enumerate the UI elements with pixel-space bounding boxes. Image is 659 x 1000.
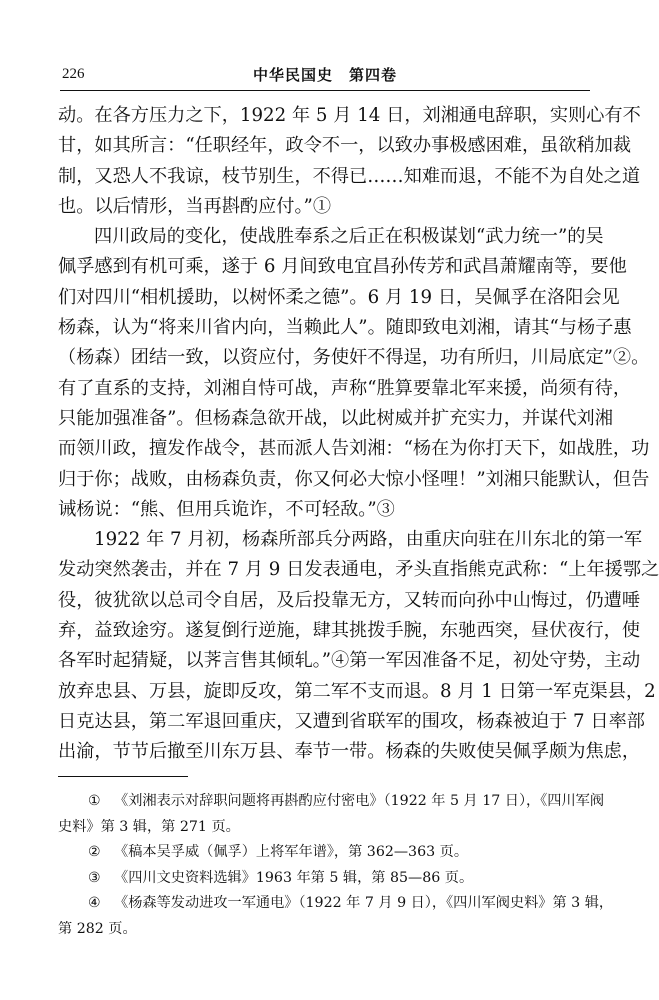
body-line: 出渝，节节后撤至川东万县、奉节一带。杨森的失败使吴佩孚颇为焦虑， <box>58 741 641 763</box>
footnote-text: 《稿本吴孚威（佩孚）上将军年谱》，第 362—363 页。 <box>114 844 469 860</box>
body-line: 诫杨说：“熊、但用兵诡诈，不可轻敌。”③ <box>58 498 395 520</box>
body-line: 四川政局的变化，使战胜奉系之后正在积极谋划“武力统一”的吴 <box>94 226 604 248</box>
footnote-4 <box>58 891 614 917</box>
body-line: 役，彼犹欲以总司令自居，及后投靠无方，又转而向孙中山悔过，仍遭唾 <box>58 589 641 611</box>
body-line: （杨森）团结一致，以资应付，务使奸不得逞，功有所归，川局底定”②。 <box>58 347 650 369</box>
body-line: 杨森，认为“将来川省内向，当赖此人”。随即致电刘湘，请其“与杨子惠 <box>58 317 632 339</box>
footnote-1 <box>58 789 605 815</box>
body-line: 们对四川“相机援助，以树怀柔之德”。6 月 19 日，吴佩孚在洛阳会见 <box>58 286 620 308</box>
body-line: 弃，益致途穷。遂复倒行逆施，肆其挑拨手腕，东驰西突，昼伏夜行，使 <box>58 620 641 642</box>
body-text <box>58 101 659 768</box>
footnote-1-continued: 史料》第 3 辑，第 271 页。 <box>58 818 240 835</box>
body-line: 动。在各方压力之下，1922 年 5 月 14 日，刘湘通电辞职，实则心有不 <box>58 105 641 126</box>
body-line: 甘，如其所言：“任职经年，政令不一，以致办事极感困难，虽欲稍加裁 <box>58 135 632 157</box>
body-line: 放弃忠县、万县，旋即反攻，第二军不支而退。8 月 1 日第一军克渠县，2 <box>58 680 656 702</box>
footnote-4-continued: 第 282 页。 <box>58 920 137 937</box>
running-title: 中华民国史 第四卷 <box>252 66 397 84</box>
footnote-marker: ① <box>88 793 101 809</box>
body-line: 佩孚感到有机可乘，遂于 6 月间致电宜昌孙传芳和武昌萧耀南等，要他 <box>58 256 627 278</box>
body-line: 只能加强准备”。但杨森急欲开战，以此树威并扩充实力，并谋代刘湘 <box>58 407 613 429</box>
footnote-2 <box>58 840 594 866</box>
footnote-divider <box>58 776 188 777</box>
body-line: 而领川政，擅发作战令，甚而派人告刘湘：“杨在为你打天下，如战胜，功 <box>58 438 650 460</box>
page-header <box>60 64 590 91</box>
footnotes <box>58 789 614 942</box>
footnote-text: 《杨森等发动进攻一军通电》（1922 年 7 月 9 日），《四川军阀史料》第 3 辑， <box>114 895 614 911</box>
footnote-marker: ② <box>88 844 101 860</box>
footnote-text: 《刘湘表示对辞职问题将再斟酌应付密电》（1922 年 5 月 17 日），《四川军阀 <box>114 793 605 809</box>
footnote-3 <box>58 866 594 892</box>
body-line: 归于你；战败，由杨森负责，你又何必大惊小怪哩！”刘湘只能默认，但告 <box>58 468 650 490</box>
footnote-marker: ③ <box>88 869 101 886</box>
page-number: 226 <box>62 66 85 82</box>
body-line: 日克达县，第二军退回重庆，又遭到省联军的围攻，杨森被迫于 7 日率部 <box>58 710 645 732</box>
footnote-text: 《四川文史资料选辑》1963 年第 5 辑，第 85—86 页。 <box>114 869 474 886</box>
body-line: 有了直系的支持，刘湘自恃可战，声称“胜算要靠北军来援，尚须有待， <box>58 377 632 399</box>
body-line: 也。以后情形，当再斟酌应付。”① <box>58 195 332 217</box>
body-line: 各军时起猜疑，以荠言售其倾轧。”④第一军因准备不足，初处守势，主动 <box>58 650 641 672</box>
body-line: 1922 年 7 月初，杨森所部兵分两路，由重庆向驻在川东北的第一军 <box>94 529 643 551</box>
body-line: 发动突然袭击，并在 7 月 9 日发表通电，矛头直指熊克武称：“上年援鄂之 <box>58 559 659 581</box>
body-line: 制，又恐人不我谅，枝节别生，不得已……知难而退，不能不为自处之道 <box>58 165 641 187</box>
footnote-marker: ④ <box>88 895 101 911</box>
